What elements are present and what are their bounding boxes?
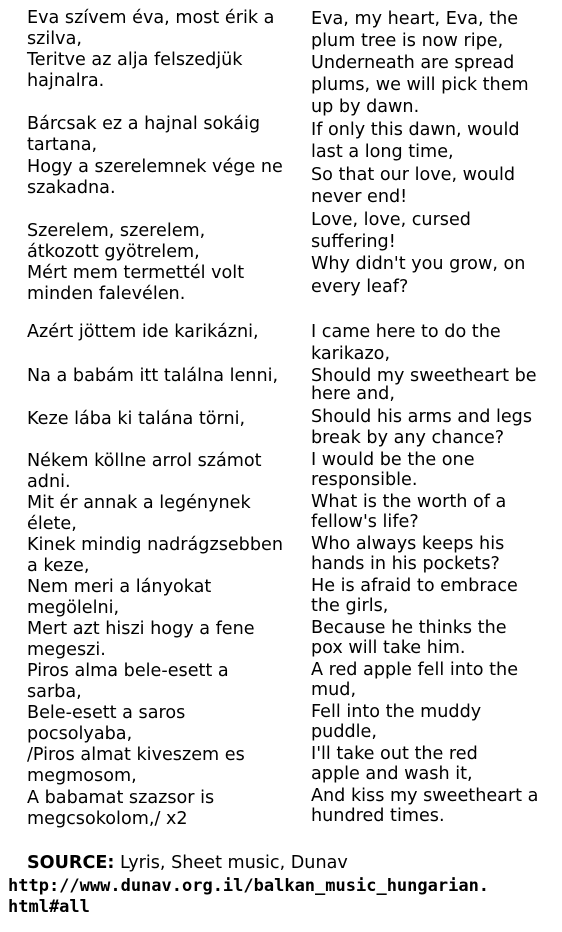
hungarian-lyric-line: Na a babám itt találna lenni, <box>27 366 279 386</box>
hungarian-lyric-line: Mit ér annak a legénynek <box>27 493 251 513</box>
source-url[interactable] <box>8 876 489 918</box>
hungarian-lyric-line: Piros alma bele-esett a <box>27 661 229 681</box>
english-lyric-line: karikazo, <box>311 344 391 364</box>
hungarian-lyric-line: adni. <box>27 472 71 492</box>
english-lyric-line: Love, love, cursed <box>311 210 471 230</box>
english-lyric-line: So that our love, would <box>311 165 516 185</box>
english-lyric-line: I came here to do the <box>311 322 501 342</box>
source-url-line-1[interactable]: http://www.dunav.org.il/balkan_music_hungarian. <box>8 876 490 896</box>
source-text: Lyris, Sheet music, Dunav <box>114 853 348 873</box>
hungarian-lyric-line: átkozott gyötrelem, <box>27 242 200 262</box>
english-lyric-line: mud, <box>311 680 357 700</box>
hungarian-lyric-line: Azért jöttem ide karikázni, <box>27 322 259 342</box>
english-lyric-line: Because he thinks the <box>311 618 507 638</box>
english-lyric-line: What is the worth of a <box>311 492 507 512</box>
english-lyric-line: puddle, <box>311 722 377 742</box>
hungarian-lyric-line: Nékem köllne arrol számot <box>27 451 262 471</box>
english-lyric-line: I would be the one <box>311 450 475 470</box>
english-lyric-line: Should my sweetheart be <box>311 366 537 386</box>
english-lyric-line: up by dawn. <box>311 97 420 117</box>
hungarian-lyric-line: szilva, <box>27 29 82 49</box>
english-lyric-line: Eva, my heart, Eva, the <box>311 9 519 29</box>
source-label: SOURCE: <box>27 853 115 873</box>
english-lyric-line: apple and wash it, <box>311 764 473 784</box>
hungarian-lyric-line: hajnalra. <box>27 71 105 91</box>
english-lyric-line: suffering! <box>311 232 396 252</box>
english-lyric-line: plum tree is now ripe, <box>311 31 504 51</box>
english-lyric-line: Who always keeps his <box>311 534 505 554</box>
hungarian-lyric-line: szakadna. <box>27 178 116 198</box>
english-lyric-line: every leaf? <box>311 277 409 297</box>
hungarian-lyric-line: élete, <box>27 514 77 534</box>
hungarian-lyric-line: Hogy a szerelemnek vége ne <box>27 157 283 177</box>
hungarian-lyric-line: Kinek mindig nadrágzsebben <box>27 535 283 555</box>
hungarian-lyric-line: /Piros almat kiveszem es <box>27 745 245 765</box>
hungarian-lyric-line: Nem meri a lányokat <box>27 577 212 597</box>
english-lyric-line: I'll take out the red <box>311 744 478 764</box>
english-lyric-line: never end! <box>311 187 408 207</box>
english-lyric-line: pox will take him. <box>311 638 466 658</box>
english-lyric-line: fellow's life? <box>311 512 419 532</box>
hungarian-lyric-line: megmosom, <box>27 766 137 786</box>
hungarian-lyric-line: megcsokolom,/ x2 <box>27 809 188 829</box>
hungarian-lyric-line: megeszi. <box>27 640 106 660</box>
english-lyric-line: break by any chance? <box>311 428 505 448</box>
hungarian-lyric-line: Teritve az alja felszedjük <box>27 50 243 70</box>
hungarian-lyric-line: sarba, <box>27 682 82 702</box>
english-lyric-line: If only this dawn, would <box>311 120 520 140</box>
english-lyric-line: hands in his pockets? <box>311 554 500 574</box>
hungarian-lyric-line: Mért mem termettél volt <box>27 263 245 283</box>
hungarian-lyric-line: Mert azt hiszi hogy a fene <box>27 619 255 639</box>
english-lyric-line: hundred times. <box>311 806 445 826</box>
english-lyric-line: Fell into the muddy <box>311 702 482 722</box>
hungarian-lyric-line: Bele-esett a saros <box>27 703 186 723</box>
english-lyric-line: Why didn't you grow, on <box>311 254 526 274</box>
english-lyric-line: He is afraid to embrace <box>311 576 518 596</box>
hungarian-lyric-line: pocsolyaba, <box>27 724 133 744</box>
english-lyric-line: A red apple fell into the <box>311 660 519 680</box>
hungarian-lyric-line: A babamat szazsor is <box>27 788 215 808</box>
hungarian-lyric-line: tartana, <box>27 135 98 155</box>
hungarian-lyric-line: megölelni, <box>27 598 120 618</box>
hungarian-lyric-line: a keze, <box>27 556 90 576</box>
hungarian-lyric-line: Bárcsak ez a hajnal sokáig <box>27 114 261 134</box>
english-lyric-line: responsible. <box>311 470 418 490</box>
english-lyric-line: here and, <box>311 384 395 404</box>
hungarian-lyric-line: Szerelem, szerelem, <box>27 221 206 241</box>
english-lyric-line: Should his arms and legs <box>311 407 533 427</box>
english-lyric-line: Underneath are spread <box>311 53 515 73</box>
source-line <box>27 853 348 874</box>
hungarian-lyric-line: minden falevélen. <box>27 284 186 304</box>
source-url-line-2[interactable]: html#all <box>8 897 90 917</box>
english-lyric-line: And kiss my sweetheart a <box>311 786 539 806</box>
hungarian-lyric-line: Eva szívem éva, most érik a <box>27 8 275 28</box>
english-lyric-line: the girls, <box>311 596 389 616</box>
english-lyric-line: plums, we will pick them <box>311 75 529 95</box>
hungarian-lyric-line: Keze lába ki talána törni, <box>27 409 246 429</box>
english-lyric-line: last a long time, <box>311 142 454 162</box>
